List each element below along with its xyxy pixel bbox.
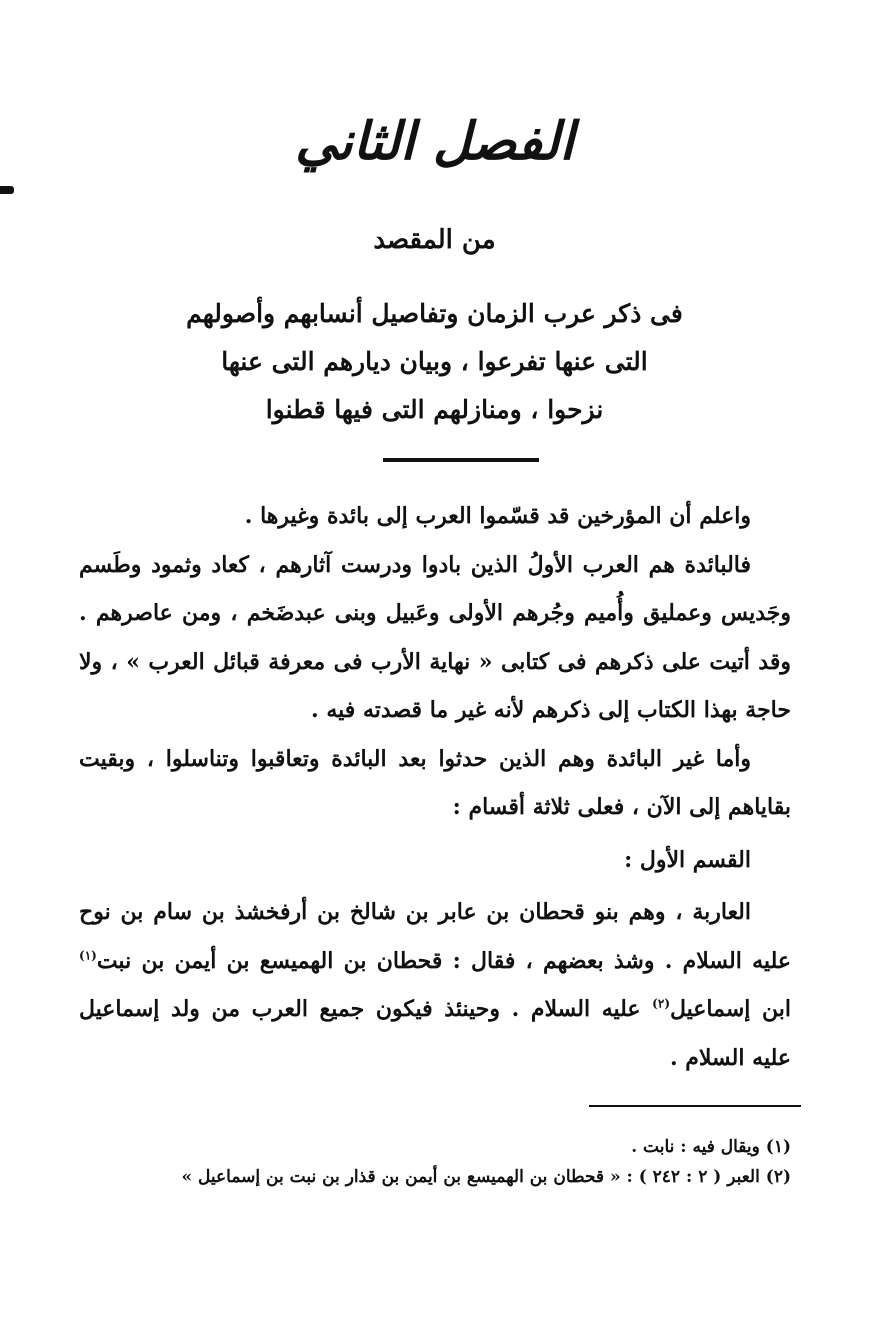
- paragraph-text: العاربة ، وهم بنو قحطان بن عابر بن شالخ بن أرفخشذ بن سام بن نوح عليه السلام . وشذ بعضهم ، فقال : قحطان بن الهميسع بن أيمن بن نبت: [79, 899, 791, 974]
- paragraph-text: عليه السلام . وحينئذ فيكون جميع العرب من ولد إسماعيل عليه السلام .: [79, 996, 791, 1071]
- paragraph-text: ابن إسماعيل: [670, 996, 791, 1022]
- paragraph: فالبائدة هم العرب الأولُ الذين بادوا ودرست آثارهم ، كعاد وثمود وطَسم وجَديس وعمليق وأُميم وجُرهم الأولى وعَبيل وبنى عبدضَخم ، ومن عاصرهم . وقد أتيت على ذكرهم فى كتابى « نهاية الأرب فى معرفة قبائل العرب » ، ولا حاجة بهذا الكتاب إلى ذكرهم لأنه غير ما قصدته فيه .: [79, 551, 792, 723]
- footnote-ref[interactable]: (١): [79, 948, 97, 963]
- footnote-ref[interactable]: (٢): [652, 996, 670, 1011]
- footnote: (١) ويقال فيه : نابت .: [631, 1137, 791, 1157]
- body-text: [79, 492, 791, 1082]
- title-divider: [383, 458, 539, 462]
- page-edge-mark: [0, 186, 14, 194]
- chapter-subtitle: من المقصد: [373, 225, 496, 255]
- section-heading: القسم الأول :: [624, 846, 751, 873]
- paragraph: وأما غير البائدة وهم الذين حدثوا بعد البائدة وتعاقبوا وتناسلوا ، وبقيت بقاياهم إلى الآن ، فعلى ثلاثة أقسام :: [79, 745, 791, 820]
- footnote-divider: [589, 1105, 801, 1107]
- chapter-title: الفصل الثاني: [295, 111, 574, 172]
- footnotes: [79, 1132, 791, 1192]
- paragraph: واعلم أن المؤرخين قد قسّموا العرب إلى بائدة وغيرها .: [244, 503, 751, 529]
- heading-line: نزحوا ، ومنازلهم التى فيها قطنوا: [265, 395, 604, 424]
- chapter-heading: [0, 290, 869, 434]
- heading-line: التى عنها تفرعوا ، وبيان ديارهم التى عنها: [221, 347, 648, 376]
- heading-line: فى ذكر عرب الزمان وتفاصيل أنسابهم وأصولهم: [186, 299, 683, 328]
- paragraph: [79, 888, 791, 1082]
- footnote: (٢) العبر ( ٢ : ٢٤٢ ) : « قحطان بن الهميسع بن أيمن بن قذار بن نبت بن إسماعيل »: [181, 1167, 791, 1187]
